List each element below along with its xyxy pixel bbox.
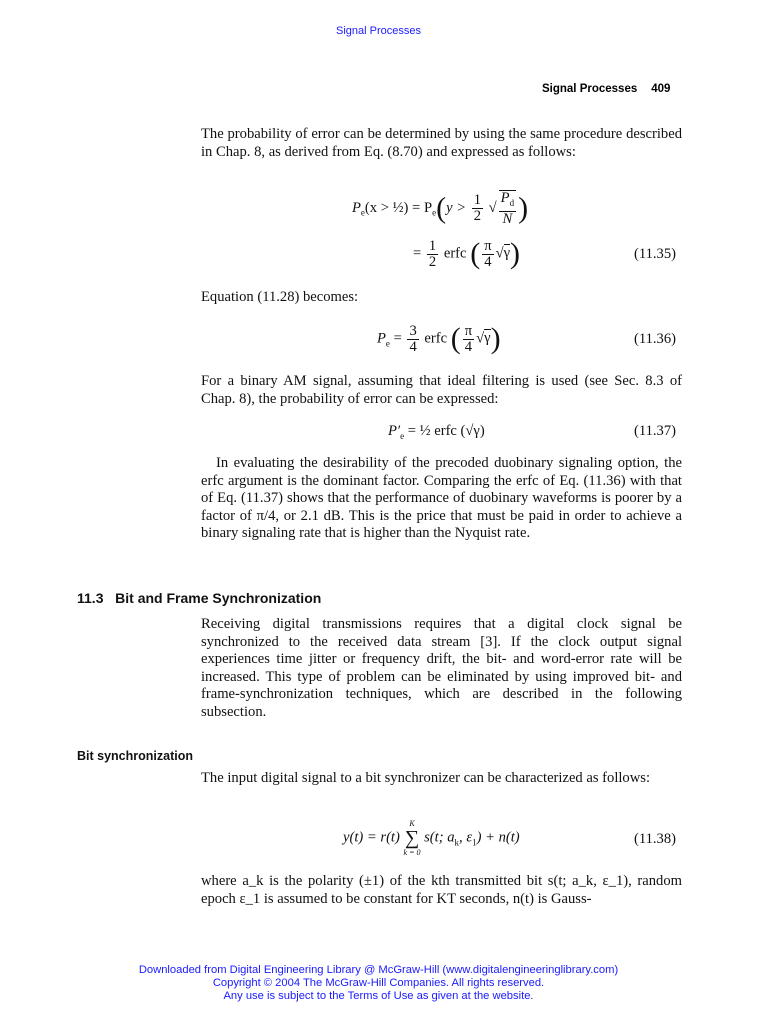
paren-open: ( (450, 322, 461, 355)
eq-sub2: e (432, 207, 437, 218)
paren-open: ( (470, 237, 481, 270)
top-link[interactable]: Signal Processes (336, 25, 421, 37)
equation-number-11-35: (11.35) (634, 246, 677, 262)
root-den: N (502, 210, 513, 227)
equation-11-36: $P_e$ = $\frac{3}{4}$ erfc ( $\frac{\pi}{4}$ √γ) (377, 322, 501, 355)
paragraph-2-text: For a binary AM signal, assuming that ideal filtering is used (see Sec. 8.3 of Chap. 8), the probability of error can be expressed: (201, 373, 682, 407)
footer-download-link[interactable]: Downloaded from Digital Engineering Library @ McGraw-Hill (www.digitalengineeringlibrary.com) (138, 964, 619, 976)
erfc: erfc (424, 330, 448, 347)
paragraph-3 (201, 455, 682, 543)
paragraph-2 (201, 373, 682, 408)
paren-open: ( (436, 191, 447, 225)
root-fraction (499, 190, 516, 227)
frac-den: 2 (473, 207, 481, 224)
paragraph-4 (201, 616, 682, 722)
paragraph-6 (201, 873, 682, 908)
page-number: 409 (651, 83, 671, 95)
eq-sub: e (360, 207, 365, 218)
footer-terms[interactable]: Any use is subject to the Terms of Use as given at the website. (223, 990, 534, 1002)
section-title: Bit and Frame Synchronization (115, 590, 322, 606)
eq-arg: y > (446, 199, 467, 216)
paragraph-5-text: The input digital signal to a bit synchronizer can be characterized as follows: (201, 770, 651, 786)
equation-11-35-line1 (352, 190, 528, 227)
equation-11-37: $P'_e$ = ½ erfc (√γ) (388, 423, 485, 441)
eq-equals: = (413, 245, 422, 262)
footer (0, 964, 757, 1003)
paren-close: ) (518, 191, 529, 225)
eq-mid: (x > ½) = P (364, 199, 433, 216)
paragraph-3-text: In evaluating the desirability of the precoded duobinary signaling option, the erfc argument is the dominant factor. Comparing the erfc of Eq. (11.36) with that of Eq. (11.37) shows that the performance of duobinary waveforms is poorer by a factor of π/4, or 2.1 dB. This is the price that must be paid in order to achieve a binary signaling rate that is higher than the Nyquist rate. (201, 455, 682, 542)
three-quarters: $\frac{3}{4}$ (409, 322, 417, 355)
fraction (472, 193, 483, 224)
section-heading (77, 590, 321, 606)
root-num: $P_d$ (499, 191, 516, 212)
sqrt-gamma: √γ (495, 245, 511, 262)
paragraph-6-text: where a_k is the polarity (±1) of the kth transmitted bit s(t; a_k, ε_1), random epoch ε_1 is assumed to be constant for KT seconds, n(t) is Gauss- (201, 873, 682, 907)
pi-fraction: $\frac{\pi}{4}$ (484, 237, 492, 270)
eq-lhs: y(t) = r(t) (343, 829, 400, 846)
paren-close: ) (490, 322, 501, 355)
equation-intro-text: Equation (11.28) becomes: (201, 289, 359, 305)
paragraph-1 (201, 126, 682, 161)
paragraph-1-text: The probability of error can be determined by using the same procedure described in Chap. 8, as derived from Eq. (8.70) and expressed as follows: (201, 126, 682, 160)
footer-copyright[interactable]: Copyright © 2004 The McGraw-Hill Companies. All rights reserved. (212, 977, 545, 989)
eq-equals: = (393, 330, 402, 347)
frac-num: 1 (473, 191, 481, 208)
running-head (542, 83, 670, 95)
eq-p: P (352, 199, 361, 216)
equation-number-11-38: (11.38) (634, 831, 677, 847)
paren-close: ) (510, 237, 521, 270)
subsection-heading: Bit synchronization (77, 749, 193, 763)
equation-11-38: y(t) = r(t) K ∑ k = 0 s(t; $a_k$, $\varepsilon_1) + n(t)$ (343, 819, 520, 857)
equation-11-35-line2 (413, 237, 520, 271)
running-head-title: Signal Processes (542, 83, 638, 95)
equation-number-11-36: (11.36) (634, 331, 677, 347)
sqrt-gamma: √γ (476, 330, 491, 347)
eq-p: P (377, 330, 386, 347)
sqrt-symbol: √ (488, 199, 497, 216)
equation-number-11-37: (11.37) (634, 423, 677, 439)
half-fraction: $\frac{1}{2}$ (428, 237, 437, 270)
pi-fraction: $\frac{\pi}{4}$ (464, 322, 473, 355)
section-number: 11.3 (77, 590, 104, 606)
paragraph-4-text: Receiving digital transmissions requires that a digital clock signal be synchronized to the received data stream [3]. If the clock output signal experiences time jitter or frequency drift, the bit- and word-error rate will be increased. This type of problem can be eliminated by using improved bit- and frame-synchronization techniques, which are described in the following subsection. (201, 616, 682, 720)
summation: K ∑ k = 0 (403, 819, 421, 857)
erfc: erfc (443, 245, 467, 262)
paragraph-5 (201, 770, 682, 788)
equation-intro (201, 289, 682, 307)
